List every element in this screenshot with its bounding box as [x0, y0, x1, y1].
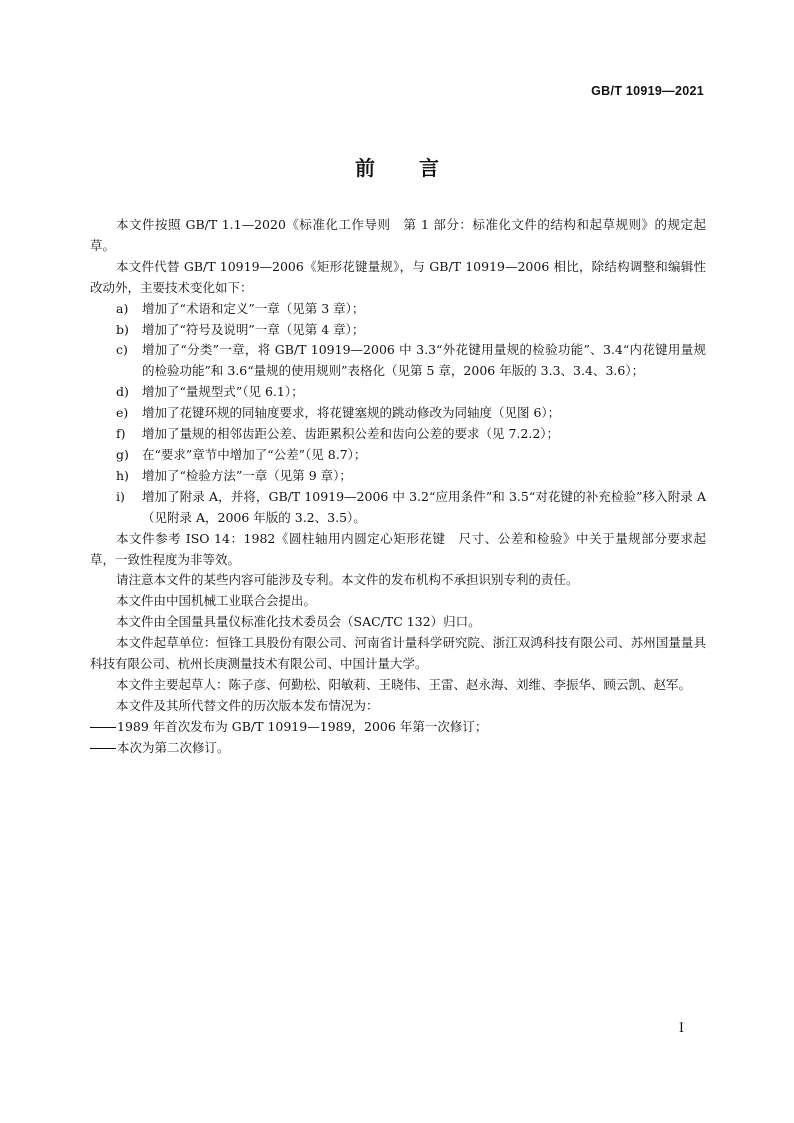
paragraph-drafting-rules: 本文件按照 GB/T 1.1—2020《标准化工作导则 第 1 部分：标准化文件的结构和起草规则》的规定起草。 [90, 217, 706, 253]
change-label: f) [116, 426, 126, 442]
page-number: I [678, 1021, 684, 1036]
change-label: i) [116, 488, 125, 504]
change-label: d) [116, 384, 129, 400]
paragraph-history-intro: 本文件及其所代替文件的历次版本发布情况为： [116, 697, 379, 713]
change-item [90, 424, 706, 445]
change-item [90, 445, 706, 466]
title-char-1: 前 [355, 156, 375, 180]
change-text: 增加了“术语和定义”一章（见第 3 章）； [142, 300, 365, 316]
document-number: GB/T 10919—2021 [591, 84, 704, 98]
change-item [90, 403, 706, 424]
change-label: a) [116, 300, 129, 316]
change-item [90, 299, 706, 320]
change-item [90, 340, 706, 382]
paragraph-committee: 本文件由全国量具量仪标准化技术委员会（SAC/TC 132）归口。 [116, 614, 481, 630]
change-label: h) [116, 467, 129, 483]
change-text: 增加了花键环规的同轴度要求，将花键塞规的跳动修改为同轴度（见图 6）； [142, 405, 561, 421]
change-text: 增加了“量规型式”（见 6.1）； [142, 384, 304, 400]
change-item [90, 487, 706, 529]
paragraph-patent-notice: 请注意本文件的某些内容可能涉及专利。本文件的发布机构不承担识别专利的责任。 [116, 572, 579, 588]
change-text: 增加了附录 A，并将，GB/T 10919—2006 中 3.2“应用条件”和 3.5“对花键的补充检验”移入附录 A（见附录 A，2006 年版的 3.2、3.5）。 [142, 488, 706, 525]
title-char-2: 言 [419, 156, 439, 180]
change-text: 增加了“分类”一章，将 GB/T 10919—2006 中 3.3“外花键用量规的检验功能”、3.4“内花键用量规的检验功能”和 3.6“量规的使用规则”表格化（见第 5 章，2006 年版的 3.3、3.4、3.6）； [142, 342, 706, 379]
paragraph-proposed-by: 本文件由中国机械工业联合会提出。 [116, 593, 317, 609]
change-text: 在“要求”章节中增加了“公差”（见 8.7）； [142, 446, 367, 462]
history-text: 1989 年首次发布为 GB/T 10919—1989，2006 年第一次修订； [117, 718, 488, 734]
change-text: 增加了“检验方法”一章（见第 9 章）； [142, 467, 352, 483]
paragraph-replacement: 本文件代替 GB/T 10919—2006《矩形花键量规》，与 GB/T 10919—2006 相比，除结构调整和编辑性改动外，主要技术变化如下： [90, 258, 706, 295]
history-text: 本次为第二次修订。 [117, 739, 230, 755]
change-label: c) [116, 342, 128, 358]
change-text: 增加了量规的相邻齿距公差、齿距累积公差和齿向公差的要求（见 7.2.2）； [142, 426, 560, 442]
change-item [90, 466, 706, 487]
paragraph-drafters: 本文件主要起草人：陈子彦、何勤松、阳敏莉、王晓伟、王雷、赵永海、刘维、李振华、顾云凯、赵军。 [116, 676, 692, 692]
change-text: 增加了“符号及说明”一章（见第 4 章）； [142, 321, 365, 337]
history-item [90, 717, 706, 738]
foreword-body [90, 215, 706, 759]
paragraph-drafting-units: 本文件起草单位：恒锋工具股份有限公司、河南省计量科学研究院、浙江双鸿科技有限公司、苏州国量量具科技有限公司、杭州长庚测量技术有限公司、中国计量大学。 [90, 635, 706, 672]
change-label: e) [116, 405, 129, 421]
page-title [0, 152, 794, 181]
history-item [90, 738, 706, 759]
change-item [90, 320, 706, 341]
change-label: b) [116, 321, 129, 337]
paragraph-iso-reference: 本文件参考 ISO 14：1982《圆柱轴用内圆定心矩形花键 尺寸、公差和检验》中关于量规部分要求起草，一致性程度为非等效。 [90, 530, 706, 567]
change-label: g) [116, 446, 129, 462]
change-item [90, 382, 706, 403]
dash-mark [90, 748, 116, 749]
dash-mark [90, 727, 116, 728]
